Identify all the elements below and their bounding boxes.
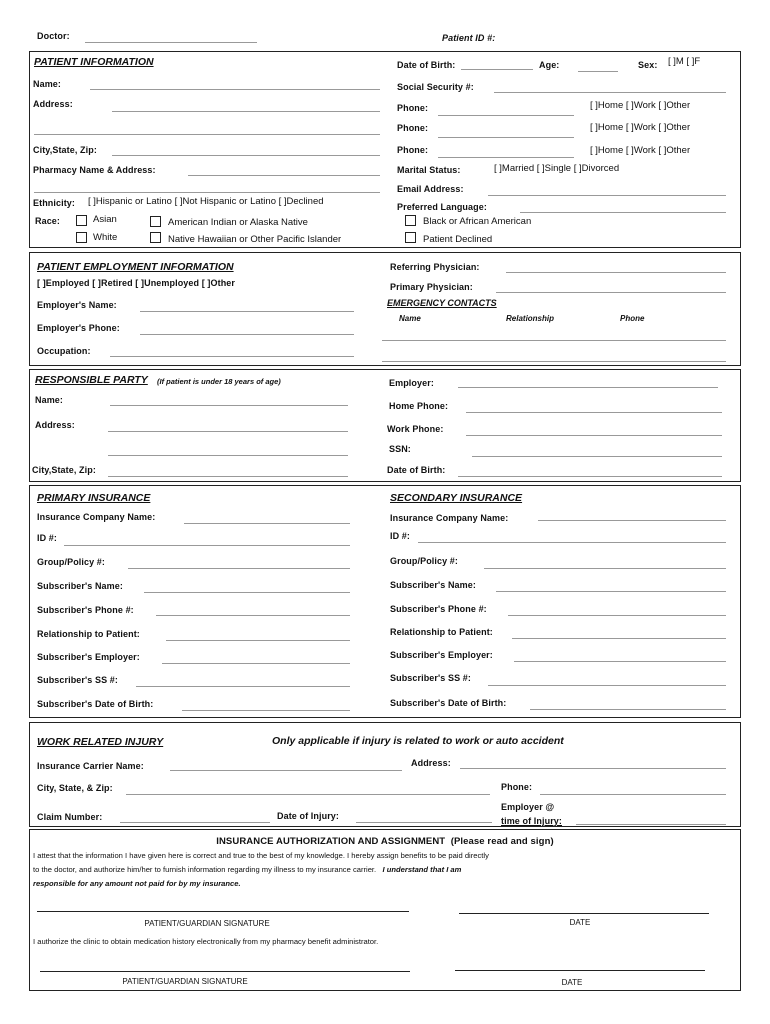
signature-label-2: PATIENT/GUARDIAN SIGNATURE	[122, 977, 248, 986]
ethnicity-label: Ethnicity:	[33, 198, 76, 208]
employer-at-field[interactable]	[576, 824, 726, 825]
sec-relationship-label: Relationship to Patient:	[390, 627, 493, 637]
responsible-note: (If patient is under 18 years of age)	[157, 377, 281, 386]
address-field[interactable]	[112, 111, 380, 112]
employer-name-label: Employer's Name:	[37, 300, 117, 310]
resp-work-phone-label: Work Phone:	[387, 424, 444, 434]
pri-group-label: Group/Policy #:	[37, 557, 106, 567]
address-label: Address:	[33, 99, 73, 109]
pri-sub-ss-label: Subscriber's SS #:	[37, 675, 118, 685]
work-injury-note: Only applicable if injury is related to work or auto accident	[272, 735, 564, 747]
signature-line-2[interactable]	[40, 971, 410, 972]
race-native-hawaiian-label: Native Hawaiian or Other Pacific Islander	[168, 234, 342, 245]
phone-2-label: Phone:	[397, 123, 429, 133]
doctor-label: Doctor:	[37, 31, 70, 41]
claim-field[interactable]	[120, 822, 270, 823]
pri-company-field[interactable]	[184, 523, 350, 524]
phone-1-options[interactable]: [ ]Home [ ]Work [ ]Other	[590, 100, 691, 111]
sec-sub-employer-label: Subscriber's Employer:	[390, 650, 493, 660]
pharmacy-label: Pharmacy Name & Address:	[33, 165, 156, 175]
authorization-title: INSURANCE AUTHORIZATION AND ASSIGNMENT	[216, 836, 446, 847]
race-american-indian-checkbox[interactable]	[150, 216, 161, 227]
emergency-contact-field-1[interactable]	[382, 340, 726, 341]
resp-address-field-2[interactable]	[108, 455, 348, 456]
sec-sub-ss-field[interactable]	[488, 685, 726, 686]
referring-field[interactable]	[506, 272, 726, 273]
pri-relationship-field[interactable]	[166, 640, 350, 641]
resp-work-phone-field[interactable]	[466, 435, 722, 436]
sec-sub-employer-field[interactable]	[514, 661, 726, 662]
date-line-1[interactable]	[459, 913, 709, 914]
marital-label: Marital Status:	[397, 165, 461, 175]
secondary-insurance-title: SECONDARY INSURANCE	[390, 492, 523, 504]
race-declined-checkbox[interactable]	[405, 232, 416, 243]
ethnicity-options[interactable]: [ ]Hispanic or Latino [ ]Not Hispanic or Latino [ ]Declined	[88, 196, 324, 207]
language-field[interactable]	[520, 212, 726, 213]
sec-sub-name-field[interactable]	[496, 591, 726, 592]
resp-city-label: City,State, Zip:	[32, 465, 96, 475]
referring-label: Referring Physician:	[390, 262, 480, 272]
primary-insurance-title: PRIMARY INSURANCE	[37, 492, 151, 504]
pri-sub-name-field[interactable]	[144, 592, 350, 593]
authorization-title-row	[0, 836, 770, 847]
age-field[interactable]	[578, 71, 618, 72]
city-label: City,State, Zip:	[33, 145, 97, 155]
emergency-col-name: Name	[399, 314, 421, 323]
resp-address-field[interactable]	[108, 431, 348, 432]
phone-1-field[interactable]	[438, 115, 574, 116]
city-field[interactable]	[112, 155, 380, 156]
wi-address-field[interactable]	[460, 768, 726, 769]
language-label: Preferred Language:	[397, 202, 487, 212]
authorization-text-2-row	[33, 865, 461, 874]
emergency-contact-field-2[interactable]	[382, 361, 726, 362]
sec-sub-phone-label: Subscriber's Phone #:	[390, 604, 487, 614]
doctor-field[interactable]	[85, 42, 257, 43]
date-label-1: DATE	[569, 918, 591, 927]
sec-sub-dob-label: Subscriber's Date of Birth:	[390, 698, 507, 708]
sec-company-label: Insurance Company Name:	[390, 513, 509, 523]
employment-title: PATIENT EMPLOYMENT INFORMATION	[37, 261, 234, 273]
sec-sub-name-label: Subscriber's Name:	[390, 580, 476, 590]
pri-sub-phone-field[interactable]	[156, 615, 350, 616]
resp-home-phone-label: Home Phone:	[389, 401, 449, 411]
emergency-col-phone: Phone	[620, 314, 645, 323]
wi-city-field[interactable]	[126, 794, 490, 795]
resp-name-field[interactable]	[110, 405, 348, 406]
wi-address-label: Address:	[411, 758, 451, 768]
date-line-2[interactable]	[455, 970, 705, 971]
resp-city-field[interactable]	[108, 476, 348, 477]
wi-phone-field[interactable]	[540, 794, 726, 795]
pharmacy-field[interactable]	[188, 175, 380, 176]
phone-2-options[interactable]: [ ]Home [ ]Work [ ]Other	[590, 122, 691, 133]
name-field[interactable]	[90, 89, 380, 90]
sec-sub-ss-label: Subscriber's SS #:	[390, 673, 471, 683]
pharmacy-authorization-text: I authorize the clinic to obtain medication history electronically from my pharmacy benefit administrator.	[33, 937, 379, 946]
name-label: Name:	[33, 79, 62, 89]
resp-home-phone-field[interactable]	[466, 412, 722, 413]
pharmacy-field-2[interactable]	[34, 192, 380, 193]
responsible-title: RESPONSIBLE PARTY	[35, 374, 148, 386]
email-label: Email Address:	[397, 184, 464, 194]
resp-ssn-field[interactable]	[472, 456, 722, 457]
pri-sub-phone-label: Subscriber's Phone #:	[37, 605, 134, 615]
sec-company-field[interactable]	[538, 520, 726, 521]
dob-field[interactable]	[461, 69, 533, 70]
sec-group-field[interactable]	[484, 568, 726, 569]
race-white-label: White	[93, 232, 118, 243]
pri-sub-dob-field[interactable]	[182, 710, 350, 711]
sec-sub-phone-field[interactable]	[508, 615, 726, 616]
race-asian-label: Asian	[93, 214, 117, 225]
address-field-2[interactable]	[34, 134, 380, 135]
date-label-2: DATE	[561, 978, 583, 987]
sec-id-field[interactable]	[418, 542, 726, 543]
signature-line-1[interactable]	[37, 911, 409, 912]
pri-group-field[interactable]	[128, 568, 350, 569]
patient-id-label: Patient ID #:	[442, 33, 496, 43]
sec-sub-dob-field[interactable]	[530, 709, 726, 710]
pri-sub-name-label: Subscriber's Name:	[37, 581, 123, 591]
race-declined-label: Patient Declined	[423, 234, 493, 245]
pri-id-label: ID #:	[37, 533, 58, 543]
patient-info-title: PATIENT INFORMATION	[34, 56, 154, 68]
ssn-label: Social Security #:	[397, 82, 474, 92]
carrier-field[interactable]	[170, 770, 402, 771]
race-black-checkbox[interactable]	[405, 215, 416, 226]
authorization-text-1: I attest that the information I have given here is correct and true to the best of my knowledge. I hereby assign benefits to be paid directly	[33, 851, 489, 860]
emergency-title: EMERGENCY CONTACTS	[387, 298, 497, 308]
employment-options[interactable]: [ ]Employed [ ]Retired [ ]Unemployed [ ]Other	[37, 278, 236, 288]
resp-name-label: Name:	[35, 395, 64, 405]
race-american-indian-label: American Indian or Alaska Native	[168, 217, 308, 228]
authorization-text-2-italic: I understand that I am	[382, 865, 462, 874]
claim-label: Claim Number:	[37, 812, 103, 822]
authorization-title-note: (Please read and sign)	[450, 836, 554, 847]
resp-dob-field[interactable]	[458, 476, 722, 477]
emergency-col-relationship: Relationship	[506, 314, 555, 323]
pri-sub-dob-label: Subscriber's Date of Birth:	[37, 699, 154, 709]
resp-employer-label: Employer:	[389, 378, 434, 388]
sex-label: Sex:	[638, 60, 658, 70]
wi-city-label: City, State, & Zip:	[37, 783, 113, 793]
sec-id-label: ID #:	[390, 531, 411, 541]
resp-ssn-label: SSN:	[389, 444, 411, 454]
work-injury-title: WORK RELATED INJURY	[37, 736, 164, 748]
race-black-label: Black or African American	[423, 216, 532, 227]
carrier-label: Insurance Carrier Name:	[37, 761, 144, 771]
dob-label: Date of Birth:	[397, 60, 456, 70]
phone-3-options[interactable]: [ ]Home [ ]Work [ ]Other	[590, 145, 691, 156]
authorization-text-2: to the doctor, and authorize him/her to furnish information regarding my illness to my insurance carrier.	[33, 865, 377, 874]
sec-relationship-field[interactable]	[512, 638, 726, 639]
date-injury-field[interactable]	[356, 822, 492, 823]
pri-id-field[interactable]	[64, 545, 350, 546]
race-white-checkbox[interactable]	[76, 232, 87, 243]
occupation-label: Occupation:	[37, 346, 91, 356]
marital-options[interactable]: [ ]Married [ ]Single [ ]Divorced	[494, 163, 620, 174]
age-label: Age:	[539, 60, 560, 70]
occupation-field[interactable]	[110, 356, 354, 357]
sex-options[interactable]: [ ]M [ ]F	[668, 56, 701, 67]
race-label: Race:	[35, 216, 61, 226]
phone-3-field[interactable]	[438, 157, 574, 158]
resp-dob-label: Date of Birth:	[387, 465, 446, 475]
resp-address-label: Address:	[35, 420, 75, 430]
race-native-hawaiian-checkbox[interactable]	[150, 232, 161, 243]
ssn-field[interactable]	[494, 92, 726, 93]
pri-sub-ss-field[interactable]	[136, 686, 350, 687]
sec-group-label: Group/Policy #:	[390, 556, 459, 566]
phone-2-field[interactable]	[438, 137, 574, 138]
primary-physician-field[interactable]	[496, 292, 726, 293]
primary-physician-label: Primary Physician:	[390, 282, 473, 292]
employer-at-label: Employer @	[501, 802, 555, 812]
time-injury-label: time of Injury:	[501, 816, 563, 826]
authorization-text-3: responsible for any amount not paid for by my insurance.	[33, 879, 241, 888]
resp-employer-field[interactable]	[458, 387, 718, 388]
date-injury-label: Date of Injury:	[277, 811, 340, 821]
email-field[interactable]	[488, 195, 726, 196]
phone-3-label: Phone:	[397, 145, 429, 155]
pri-sub-employer-field[interactable]	[162, 663, 350, 664]
pri-company-label: Insurance Company Name:	[37, 512, 156, 522]
employer-phone-field[interactable]	[140, 334, 354, 335]
wi-phone-label: Phone:	[501, 782, 533, 792]
signature-label-1: PATIENT/GUARDIAN SIGNATURE	[144, 919, 270, 928]
race-asian-checkbox[interactable]	[76, 215, 87, 226]
pri-sub-employer-label: Subscriber's Employer:	[37, 652, 140, 662]
employer-phone-label: Employer's Phone:	[37, 323, 120, 333]
phone-1-label: Phone:	[397, 103, 429, 113]
employer-name-field[interactable]	[140, 311, 354, 312]
pri-relationship-label: Relationship to Patient:	[37, 629, 140, 639]
